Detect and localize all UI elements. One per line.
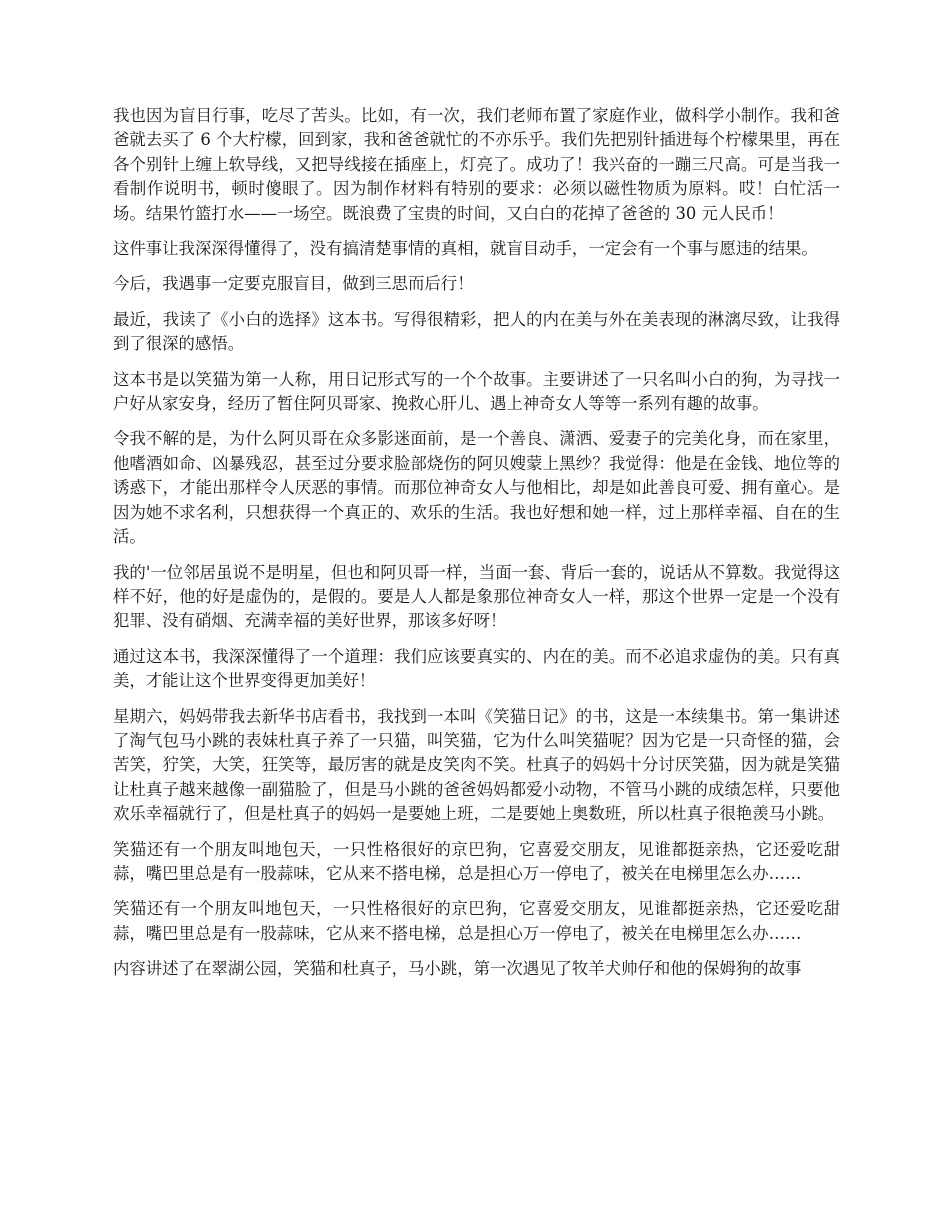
paragraph-6: 令我不解的是，为什么阿贝哥在众多影迷面前，是一个善良、潇洒、爱妻子的完美化身，而在家里，他嗜酒如命、凶暴残忍，甚至过分要求脸部烧伤的阿贝嫂蒙上黑纱？我觉得：他是在金钱、地位等的诱惑下，才能出那样令人厌恶的事情。而那位神奇女人与他相比，却是如此善良可爱、拥有童心。是因为她不求名利，只想获得一个真正的、欢乐的生活。我也好想和她一样，过上那样幸福、自在的生活。 [113, 429, 840, 547]
paragraph-1: 我也因为盲目行事，吃尽了苦头。比如，有一次，我们老师布置了家庭作业，做科学小制作。我和爸爸就去买了 6 个大柠檬，回到家，我和爸爸就忙的不亦乐乎。我们先把别针插进每个柠檬果里，再在各个别针上缠上软导线，又把导线接在插座上，灯亮了。成功了！我兴奋的一蹦三尺高。可是当我一看制作说明书，顿时傻眼了。因为制作材料有特别的要求：必须以磁性物质为原料。哎！白忙活一场。结果竹篮打水——一场空。既浪费了宝贵的时间，又白白的花掉了爸爸的 30 元人民币！ [113, 106, 840, 223]
paragraph-3: 今后，我遇事一定要克服盲目，做到三思而后行！ [113, 274, 474, 294]
paragraph-12: 内容讲述了在翠湖公园，笑猫和杜真子，马小跳，第一次遇见了牧羊犬帅仔和他的保姆狗的故事 [113, 959, 802, 979]
paragraph-5: 这本书是以笑猫为第一人称，用日记形式写的一个个故事。主要讲述了一只名叫小白的狗，为寻找一户好从家安身，经历了暂住阿贝哥家、挽救心肝儿、遇上神奇女人等等一系列有趣的故事。 [113, 369, 840, 414]
paragraph-11: 笑猫还有一个朋友叫地包天，一只性格很好的京巴狗，它喜爱交朋友，见谁都挺亲热，它还爱吃甜蒜，嘴巴里总是有一股蒜味，它从来不搭电梯，总是担心万一停电了，被关在电梯里怎么办…… [113, 899, 840, 943]
paragraph-8: 通过这本书，我深深懂得了一个道理：我们应该要真实的、内在的美。而不必追求虚伪的美。只有真美，才能让这个世界变得更加美好！ [113, 646, 840, 691]
paragraph-2: 这件事让我深深得懂得了，没有搞清楚事情的真相，就盲目动手，一定会有一个事与愿违的结果。 [113, 239, 818, 259]
paragraph-4: 最近，我读了《小白的选择》这本书。写得很精彩，把人的内在美与外在美表现的淋漓尽致，让我得到了很深的感悟。 [113, 309, 840, 354]
paragraph-7: 我的'一位邻居虽说不是明星，但也和阿贝哥一样，当面一套、背后一套的，说话从不算数。我觉得这样不好，他的好是虚伪的，是假的。要是人人都是象那位神奇女人一样，那这个世界一定是一个没有犯罪、没有硝烟、充满幸福的美好世界，那该多好呀！ [113, 562, 840, 631]
paragraph-10: 笑猫还有一个朋友叫地包天，一只性格很好的京巴狗，它喜爱交朋友，见谁都挺亲热，它还爱吃甜蒜，嘴巴里总是有一股蒜味，它从来不搭电梯，总是担心万一停电了，被关在电梯里怎么办…… [113, 839, 840, 883]
document-page [113, 104, 840, 993]
paragraph-9: 星期六，妈妈带我去新华书店看书，我找到一本叫《笑猫日记》的书，这是一本续集书。第一集讲述了淘气包马小跳的表妹杜真子养了一只猫，叫笑猫，它为什么叫笑猫呢？因为它是一只奇怪的猫，会苦笑，狞笑，大笑，狂笑等，最厉害的就是皮笑肉不笑。杜真子的妈妈十分讨厌笑猫，因为就是笑猫让杜真子越来越像一副猫脸了，但是马小跳的爸爸妈妈都爱小动物，不管马小跳的成绩怎样，只要他欢乐幸福就行了，但是杜真子的妈妈一是要她上班，二是要她上奥数班，所以杜真子很艳羡马小跳。 [113, 706, 840, 824]
